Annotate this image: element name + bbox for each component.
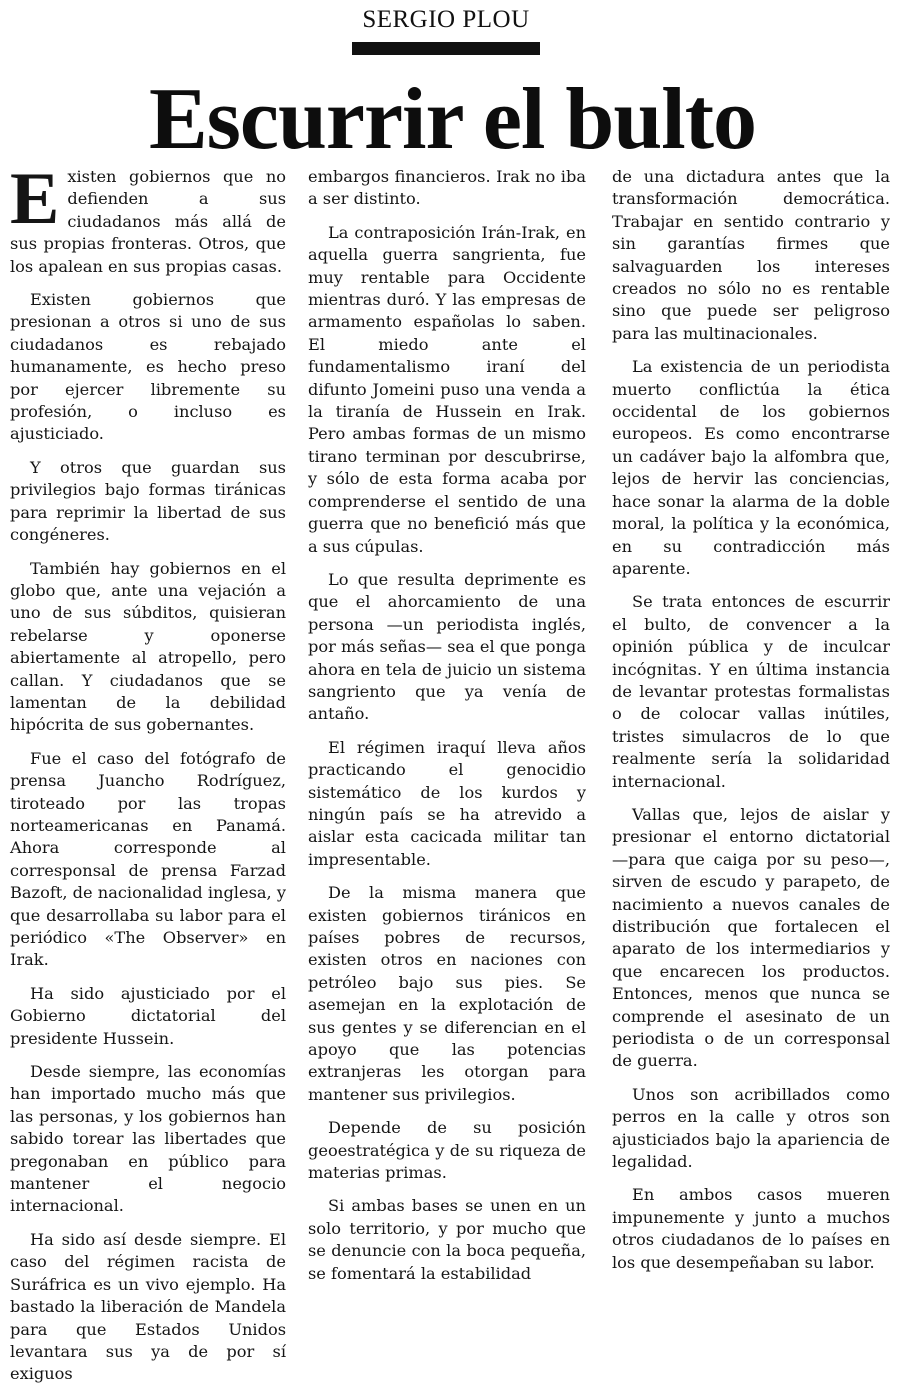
paragraph: Lo que resulta deprimente es que el ahorcamiento de una persona —un periodista inglés, por más señas— sea el que ponga ahora en tela de juicio un sistema sangriento que ya venía de antaño. <box>308 569 586 724</box>
paragraph: Y otros que guardan sus privilegios bajo formas tiránicas para reprimir la libertad de sus congéneres. <box>10 457 286 545</box>
paragraph: Depende de su posición geoestratégica y de su riqueza de materias primas. <box>308 1118 586 1183</box>
byline: SERGIO PLOU <box>362 6 530 33</box>
paragraph: Unos son acribillados como perros en la calle y otros son ajusticiados bajo la apariencia de legalidad. <box>612 1084 890 1172</box>
paragraph: Existen gobiernos que no defienden a sus ciudadanos más allá de sus propias fronteras. Otros, que los apalean en sus propias casas. <box>10 158 286 276</box>
paragraph: La existencia de un periodista muerto conflictúa la ética occidental de los gobiernos europeos. Es como encontrarse un cadáver bajo la alfombra que, lejos de hervir las conciencias, hace sonar la alarma de la doble moral, la política y la económica, en su contradicción más aparente. <box>612 357 890 578</box>
drop-cap: E <box>10 158 60 240</box>
paragraph: embargos financieros. Irak no iba a ser distinto. <box>308 167 586 209</box>
paragraph: Ha sido así desde siempre. El caso del régimen racista de Suráfrica es un vivo ejemplo. Ha bastado la liberación de Mandela para que Estados Unidos levantara sus ya de por sí exiguos <box>10 1229 286 1384</box>
headline: Escurrir el bulto <box>148 71 757 168</box>
paragraph: Fue el caso del fotógrafo de prensa Juancho Rodríguez, tiroteado por las tropas norteamericanas en Panamá. Ahora corresponde al corresponsal de prensa Farzad Bazoft, de nacionalidad inglesa, y que desarrollaba su labor para el periódico «The Observer» en Irak. <box>10 748 286 970</box>
paragraph: En ambos casos mueren impunemente y junto a muchos otros ciudadanos de lo países en los que desempeñaban su labor. <box>612 1185 890 1272</box>
article-column-2 <box>308 166 586 1283</box>
paragraph: Ha sido ajusticiado por el Gobierno dictatorial del presidente Hussein. <box>10 983 286 1048</box>
article-column-3 <box>612 166 890 1272</box>
paragraph: La contraposición Irán-Irak, en aquella guerra sangrienta, fue muy rentable para Occidente mientras duró. Y las empresas de armamento españolas lo saben. El miedo ante el fundamentalismo iraní del difunto Jomeini puso una venda a la tiranía de Hussein en Irak. Pero ambas formas de un mismo tirano terminan por descubrirse, y sólo de esta forma acaba por comprenderse el sentido de una guerra que no benefició más que a sus cúpulas. <box>308 222 586 556</box>
paragraph: Desde siempre, las economías han importado mucho más que las personas, y los gobiernos han sabido torear las libertades que pregonaban en público para mantener el negocio internacional. <box>10 1062 286 1216</box>
byline-rule <box>352 42 540 55</box>
paragraph: Si ambas bases se unen en un solo territorio, y por mucho que se denuncie con la boca pequeña, se fomentará la estabilidad <box>308 1196 586 1283</box>
paragraph: También hay gobiernos en el globo que, ante una vejación a uno de sus súbditos, quisieran rebelarse y oponerse abiertamente al atropello, pero callan. Y ciudadanos que se lamentan de la debilidad hipócrita de sus gobernantes. <box>10 558 286 735</box>
paragraph: De la misma manera que existen gobiernos tiránicos en países pobres de recursos, existen otros en naciones con petróleo bajo sus pies. Se asemejan en la explotación de sus gentes y se diferencian en el apoyo que las potencias extranjeras les otorgan para mantener sus privilegios. <box>308 883 586 1104</box>
paragraph: Existen gobiernos que presionan a otros si uno de sus ciudadanos es rebajado humanamente, es hecho preso por ejercer libremente su profesión, o incluso es ajusticiado. <box>10 290 286 444</box>
paragraph: El régimen iraquí lleva años practicando el genocidio sistemático de los kurdos y ningún país se ha atrevido a aislar esta cacicada militar tan impresentable. <box>308 737 586 869</box>
article-column-1 <box>10 158 286 1384</box>
paragraph: de una dictadura antes que la transformación democrática. Trabajar en sentido contrario y sin garantías firmes que salvaguarden los intereses creados no sólo no es rentable sino que puede ser peligroso para las multinacionales. <box>612 167 890 343</box>
paragraph: Vallas que, lejos de aislar y presionar el entorno dictatorial —para que caiga por su peso—, sirven de escudo y parapeto, de nacimiento a nuevos canales de distribución que fortalecen el aparato de los intermediarios y que encarecen los productos. Entonces, menos que nunca se comprende el asesinato de un periodista o de un corresponsal de guerra. <box>612 804 890 1071</box>
paragraph: Se trata entonces de escurrir el bulto, de convencer a la opinión pública y de inculcar incógnitas. Y en última instancia de levantar protestas formalistas o de colocar vallas inútiles, tristes simulacros de lo que realmente sería la solidaridad internacional. <box>612 592 890 791</box>
